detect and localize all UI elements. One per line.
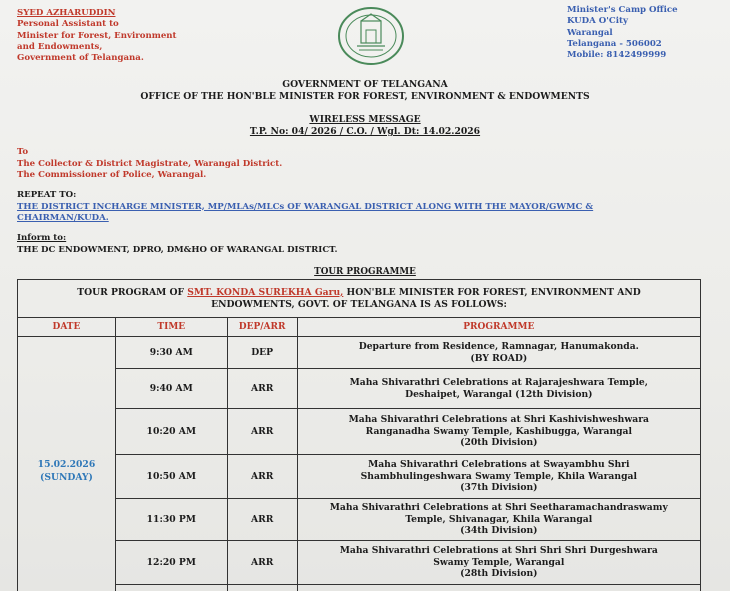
repeat-to-block <box>17 190 593 225</box>
programme-line: Swamy Temple, Warangal <box>433 556 565 568</box>
repeat-to-label: REPEAT TO: <box>17 190 77 200</box>
column-header-date: DATE <box>18 318 116 337</box>
time-cell: 9:40 AM <box>115 369 227 409</box>
column-header-time: TIME <box>115 318 227 337</box>
table-row <box>18 409 701 455</box>
table-row-partial <box>18 585 701 591</box>
day-value: (SUNDAY) <box>39 471 93 483</box>
intro-suffix: HON'BLE MINISTER FOR FOREST, ENVIRONMENT AND ENDOWMENTS, GOVT. OF TELANGANA IS AS FOLLOWS: <box>211 287 641 310</box>
programme-line: (28th Division) <box>460 568 538 580</box>
programme-cell <box>297 499 700 541</box>
office-heading: OFFICE OF THE HON'BLE MINISTER FOR FOREST, ENVIRONMENT & ENDOWMENTS <box>140 91 590 102</box>
programme-line: (20th Division) <box>460 437 538 449</box>
programme-line: Shambhulingeshwara Swamy Temple, Khila Warangal <box>360 470 637 482</box>
programme-line: Deshaipet, Warangal (12th Division) <box>405 388 593 400</box>
dep-arr-cell: ARR <box>227 369 297 409</box>
inform-to-line: THE DC ENDOWMENT, DPRO, DM&HO OF WARANGAL DISTRICT. <box>17 244 338 255</box>
column-header-programme: PROGRAMME <box>297 318 700 337</box>
programme-cell <box>297 541 700 585</box>
tour-programme-table <box>17 279 701 591</box>
table-intro <box>18 280 701 318</box>
date-value: 15.02.2026 <box>37 458 96 470</box>
inform-to-block <box>17 233 337 256</box>
table-row <box>18 369 701 409</box>
reference-number: T.P. No: 04/ 2026 / C.O. / Wgl. Dt: 14.02.2026 <box>249 126 481 137</box>
sender-line: Government of Telangana. <box>17 53 144 64</box>
telangana-emblem-seal-icon <box>337 6 405 66</box>
programme-cell <box>297 455 700 499</box>
programme-line: Temple, Shivanagar, Khila Warangal <box>405 513 593 525</box>
camp-office-line: Warangal <box>567 27 613 38</box>
wireless-message-title: WIRELESS MESSAGE <box>309 114 421 125</box>
to-recipient: The Commissioner of Police, Warangal. <box>17 170 207 180</box>
time-cell: 10:20 AM <box>115 409 227 455</box>
time-cell: 9:30 AM <box>115 337 227 369</box>
camp-office-line: Minister's Camp Office <box>567 5 678 15</box>
dep-arr-cell: ARR <box>227 541 297 585</box>
camp-office-line: Telangana - 506002 <box>567 38 662 49</box>
time-cell <box>115 585 227 591</box>
camp-office-line: KUDA O'City <box>567 16 628 27</box>
date-cell <box>18 337 116 591</box>
sender-line: Personal Assistant to <box>17 19 119 30</box>
camp-office-line: Mobile: 8142499999 <box>567 50 667 61</box>
programme-line: Ranganadha Swamy Temple, Kashibugga, Warangal <box>365 425 632 437</box>
inform-to-label: Inform to: <box>17 233 67 243</box>
to-recipient: The Collector & District Magistrate, Warangal District. <box>17 158 283 169</box>
programme-line: (37th Division) <box>460 482 538 494</box>
dep-arr-cell: ARR <box>227 409 297 455</box>
programme-line: Maha Shivarathri Celebrations at Rajarajeshwara Temple, <box>349 377 648 388</box>
sender-line: and Endowments, <box>17 41 103 52</box>
time-cell: 10:50 AM <box>115 455 227 499</box>
column-header-dep-arr: DEP/ARR <box>227 318 297 337</box>
programme-cell <box>297 337 700 369</box>
government-heading: GOVERNMENT OF TELANGANA <box>282 79 448 90</box>
sender-name: SYED AZHARUDDIN <box>17 8 116 18</box>
programme-line: Maha Shivarathri Celebrations at Shri Shri Shri Durgeshwara <box>339 545 658 557</box>
dep-arr-cell: ARR <box>227 499 297 541</box>
repeat-to-line: THE DISTRICT INCHARGE MINISTER, MP/MLAs/MLCs OF WARANGAL DISTRICT ALONG WITH THE MAYOR/GWMC & <box>17 201 594 212</box>
programme-cell <box>297 585 700 591</box>
minister-name: SMT. KONDA SUREKHA Garu, <box>187 287 344 298</box>
programme-line: Maha Shivarathri Celebrations at Shri Kashivishweshwara <box>348 414 649 426</box>
time-cell: 12:20 PM <box>115 541 227 585</box>
programme-line: (BY ROAD) <box>470 352 528 364</box>
table-row <box>18 455 701 499</box>
programme-line: Maha Shivarathri Celebrations at Swayambhu Shri <box>368 459 630 471</box>
dep-arr-cell <box>227 585 297 591</box>
time-cell: 11:30 PM <box>115 499 227 541</box>
sender-block <box>17 8 177 64</box>
camp-office-block <box>567 5 678 61</box>
sender-line: Minister for Forest, Environment <box>17 30 177 41</box>
to-block <box>17 147 282 182</box>
programme-line: Maha Shivarathri Celebrations at Shri Seetharamachandraswamy <box>329 502 668 514</box>
programme-line: (34th Division) <box>460 525 538 537</box>
table-row <box>18 541 701 585</box>
dep-arr-cell: ARR <box>227 455 297 499</box>
column-header-row <box>18 318 701 337</box>
programme-cell <box>297 369 700 409</box>
repeat-to-line: CHAIRMAN/KUDA. <box>17 213 109 223</box>
intro-prefix: TOUR PROGRAM OF <box>77 287 185 298</box>
table-row <box>18 499 701 541</box>
to-label: To <box>17 147 29 157</box>
programme-cell <box>297 409 700 455</box>
table-row <box>18 337 701 369</box>
programme-line: Departure from Residence, Ramnagar, Hanumakonda. <box>358 341 639 352</box>
dep-arr-cell: DEP <box>227 337 297 369</box>
tour-programme-title: TOUR PROGRAMME <box>314 267 416 277</box>
table-intro-row <box>18 280 701 318</box>
